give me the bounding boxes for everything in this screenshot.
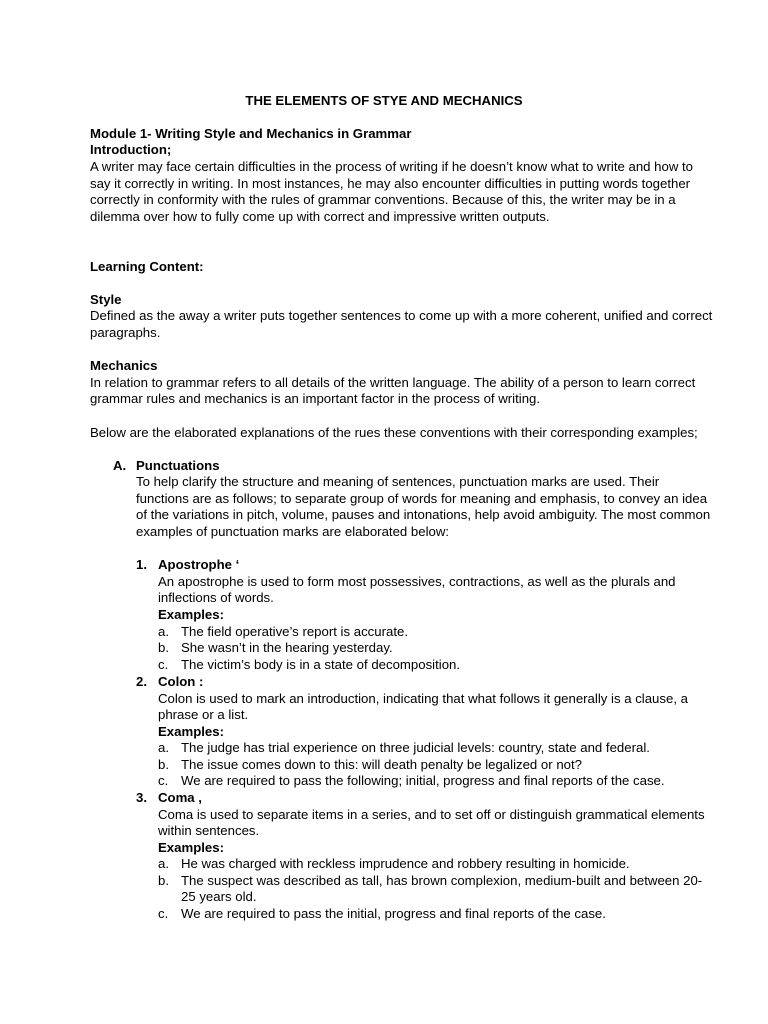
example-text: 25 years old.	[181, 889, 257, 904]
item-heading-apostrophe: Apostrophe ‘	[158, 557, 240, 572]
example-text: The victim’s body is in a state of decomposition.	[181, 657, 461, 672]
examples-label: Examples:	[158, 724, 224, 739]
example-text: We are required to pass the initial, progress and final reports of the case.	[181, 906, 606, 921]
style-line: Defined as the away a writer puts together sentences to come up with a more coherent, unified and correct	[90, 308, 713, 323]
section-a-line: examples of punctuation marks are elaborated below:	[136, 524, 450, 539]
example-letter: b.	[158, 640, 169, 655]
intro-line: A writer may face certain difficulties in the process of writing if he doesn’t know what to write and how to	[90, 159, 694, 174]
example-text: He was charged with reckless imprudence and robbery resulting in homicide.	[181, 856, 630, 871]
example-text: The judge has trial experience on three judicial levels: country, state and federal.	[181, 740, 650, 755]
page-title: THE ELEMENTS OF STYE AND MECHANICS	[245, 93, 523, 108]
item-desc-line: inflections of words.	[158, 590, 274, 605]
example-text: The issue comes down to this: will death penalty be legalized or not?	[181, 757, 582, 772]
learning-content-heading: Learning Content:	[90, 259, 204, 274]
item-desc-line: Coma is used to separate items in a series, and to set off or distinguish grammatical elements	[158, 807, 705, 822]
section-a-line: of the variations in pitch, volume, pauses and intonations, help avoid ambiguity. The most common	[136, 507, 711, 522]
mechanics-heading: Mechanics	[90, 358, 158, 373]
item-number: 1.	[136, 557, 147, 572]
item-desc-line: phrase or a list.	[158, 707, 249, 722]
item-desc-line: An apostrophe is used to form most possessives, contractions, as well as the plurals and	[158, 574, 676, 589]
intro-line: dilemma over how to fully come up with correct and impressive written outputs.	[90, 209, 550, 224]
section-a-letter: A.	[113, 458, 127, 473]
style-line: paragraphs.	[90, 325, 161, 340]
item-number: 2.	[136, 674, 147, 689]
item-desc-line: within sentences.	[158, 823, 260, 838]
examples-label: Examples:	[158, 607, 224, 622]
example-letter: c.	[158, 773, 169, 788]
examples-label: Examples:	[158, 840, 224, 855]
section-a-heading: Punctuations	[136, 458, 220, 473]
section-a-line: To help clarify the structure and meaning of sentences, punctuation marks are used. Their	[136, 474, 660, 489]
example-text: The field operative’s report is accurate.	[181, 624, 408, 639]
intro-line: say it correctly in writing. In most instances, he may also encounter difficulties in putting words together	[90, 176, 691, 191]
item-heading-coma: Coma ,	[158, 790, 202, 805]
example-letter: b.	[158, 873, 169, 888]
example-letter: b.	[158, 757, 169, 772]
style-heading: Style	[90, 292, 122, 307]
intro-line: correctly in conformity with the rules of grammar conventions. Because of this, the writer may be in a	[90, 192, 676, 207]
example-letter: c.	[158, 906, 169, 921]
item-number: 3.	[136, 790, 147, 805]
mechanics-line: In relation to grammar refers to all details of the written language. The ability of a person to learn correct	[90, 375, 696, 390]
example-letter: c.	[158, 657, 169, 672]
intro-heading: Introduction;	[90, 142, 172, 157]
example-letter: a.	[158, 740, 169, 755]
below-paragraph: Below are the elaborated explanations of the rues these conventions with their corresponding examples;	[90, 425, 698, 440]
example-letter: a.	[158, 856, 169, 871]
module-heading: Module 1- Writing Style and Mechanics in Grammar	[90, 126, 412, 141]
mechanics-line: grammar rules and mechanics is an important factor in the process of writing.	[90, 391, 541, 406]
example-text: We are required to pass the following; initial, progress and final reports of the case.	[181, 773, 665, 788]
item-desc-line: Colon is used to mark an introduction, indicating that what follows it generally is a clause, a	[158, 691, 688, 706]
example-text: The suspect was described as tall, has brown complexion, medium-built and between 20-	[181, 873, 703, 888]
item-heading-colon: Colon :	[158, 674, 204, 689]
section-a-line: functions are as follows; to separate group of words for meaning and emphasis, to convey an idea	[136, 491, 708, 506]
example-text: She wasn’t in the hearing yesterday.	[181, 640, 393, 655]
example-letter: a.	[158, 624, 169, 639]
